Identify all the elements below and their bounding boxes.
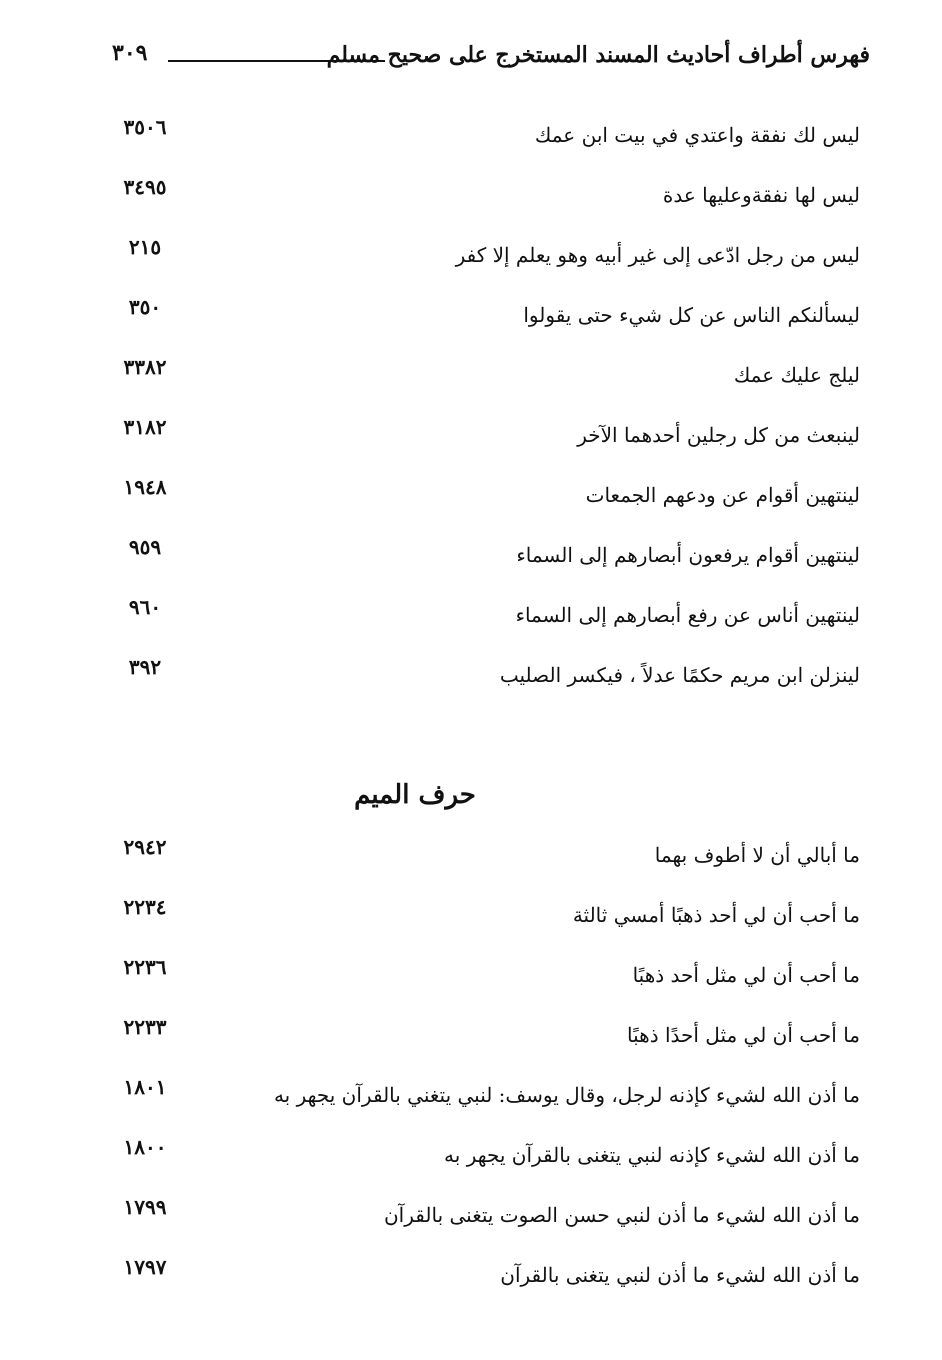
index-entry — [100, 115, 860, 175]
entry-ref: ١٨٠١ — [123, 1075, 167, 1099]
entry-ref: ٣٣٨٢ — [123, 355, 167, 379]
running-header — [100, 40, 870, 90]
index-entry — [100, 655, 860, 715]
entry-text: ما أذن الله لشيء كإذنه لنبي يتغنى بالقرآن يجهر به — [444, 1143, 860, 1167]
entry-text: ليسألنكم الناس عن كل شيء حتى يقولوا — [523, 303, 860, 327]
index-entry — [100, 295, 860, 355]
index-entry — [100, 175, 860, 235]
entry-ref: ٩٦٠ — [128, 595, 162, 619]
index-entry — [100, 1075, 860, 1135]
entry-text: ليس لها نفقةوعليها عدة — [662, 183, 860, 207]
index-entry — [100, 475, 860, 535]
entry-text: لينتهين أقوام عن ودعهم الجمعات — [585, 483, 860, 507]
entry-text: ما أذن الله لشيء كإذنه لرجل، وقال يوسف: لنبي يتغني بالقرآن يجهر به — [273, 1083, 860, 1107]
index-entry — [100, 535, 860, 595]
index-entry — [100, 235, 860, 295]
page-number: ٣٠٩ — [112, 40, 148, 66]
entry-ref: ١٨٠٠ — [123, 1135, 167, 1159]
entry-ref: ٣٩٢ — [128, 655, 162, 679]
entry-text: ما أحب أن لي مثل أحدًا ذهبًا — [627, 1023, 860, 1047]
header-title: فهرس أطراف أحاديث المسند المستخرج على صحيح مسلم — [326, 42, 870, 68]
entry-ref: ٣٤٩٥ — [123, 175, 167, 199]
entry-ref: ٩٥٩ — [128, 535, 162, 559]
entry-text: لينتهين أناس عن رفع أبصارهم إلى السماء — [515, 603, 860, 627]
entry-text: ليس لك نفقة واعتدي في بيت ابن عمك — [534, 123, 860, 147]
entry-ref: ٣١٨٢ — [123, 415, 167, 439]
section-heading: حرف الميم — [354, 780, 476, 810]
entry-ref: ١٧٩٧ — [123, 1255, 167, 1279]
entries-lam-list — [100, 115, 860, 715]
index-entry — [100, 895, 860, 955]
entry-ref: ٢٢٣٤ — [123, 895, 167, 919]
entry-text: ما أبالي أن لا أطوف بهما — [654, 843, 860, 867]
index-entry — [100, 1255, 860, 1315]
entry-text: لينتهين أقوام يرفعون أبصارهم إلى السماء — [516, 543, 860, 567]
index-entry — [100, 1015, 860, 1075]
index-entry — [100, 955, 860, 1015]
entry-text: ليلج عليك عمك — [733, 363, 860, 387]
entry-text: ما أذن الله لشيء ما أذن لنبي يتغنى بالقرآن — [500, 1263, 860, 1287]
entry-ref: ٢٢٣٦ — [123, 955, 167, 979]
index-entry — [100, 415, 860, 475]
index-entry — [100, 1195, 860, 1255]
index-entry — [100, 1135, 860, 1195]
entry-text: لينزلن ابن مريم حكمًا عدلاً ، فيكسر الصليب — [499, 663, 860, 687]
entry-text: ليس من رجل ادّعى إلى غير أبيه وهو يعلم إلا كفر — [455, 243, 860, 267]
entry-text: لينبعث من كل رجلين أحدهما الآخر — [577, 423, 860, 447]
entry-text: ما أحب أن لي مثل أحد ذهبًا — [632, 963, 860, 987]
entry-ref: ١٧٩٩ — [123, 1195, 167, 1219]
entry-ref: ١٩٤٨ — [123, 475, 167, 499]
entry-ref: ٣٥٠ — [128, 295, 162, 319]
entry-text: ما أذن الله لشيء ما أذن لنبي حسن الصوت يتغنى بالقرآن — [383, 1203, 860, 1227]
entry-text: ما أحب أن لي أحد ذهبًا أمسي ثالثة — [572, 903, 860, 927]
entry-ref: ٢٢٣٣ — [123, 1015, 167, 1039]
entry-ref: ٢٩٤٢ — [123, 835, 167, 859]
index-entry — [100, 595, 860, 655]
entries-mim-list — [100, 835, 860, 1315]
entry-ref: ٢١٥ — [128, 235, 162, 259]
entry-ref: ٣٥٠٦ — [123, 115, 167, 139]
index-entry — [100, 835, 860, 895]
index-entry — [100, 355, 860, 415]
